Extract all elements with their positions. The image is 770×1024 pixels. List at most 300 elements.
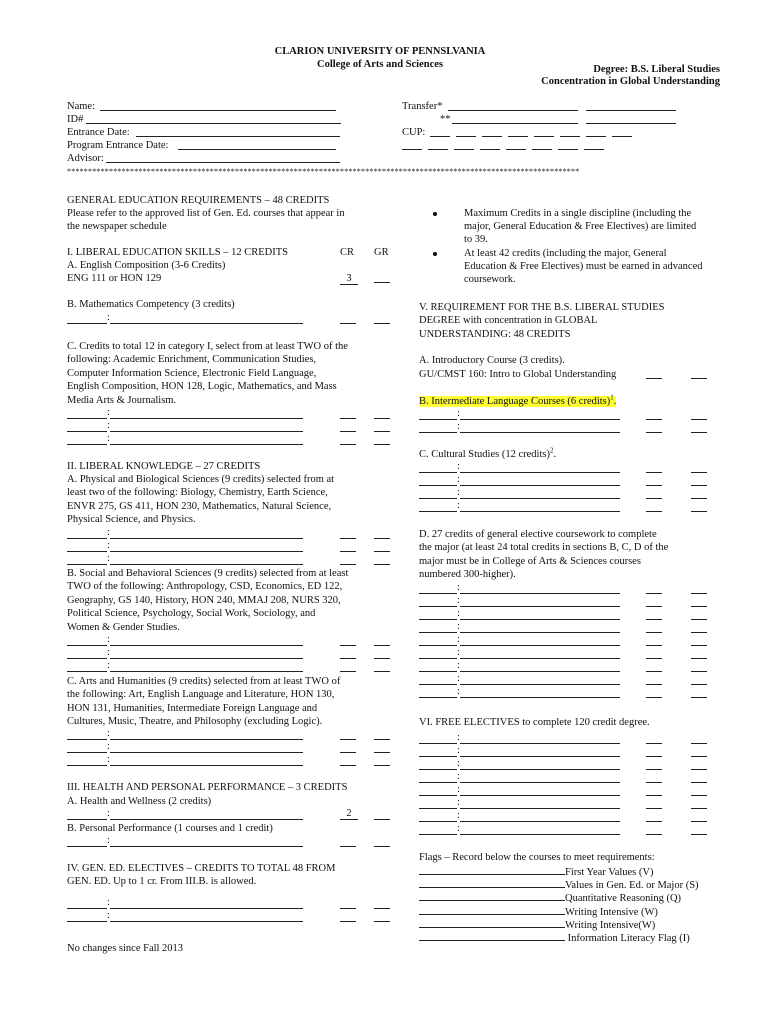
course-prefix-field[interactable]	[419, 674, 457, 685]
eng-comp-gr[interactable]	[374, 272, 390, 283]
credit-field[interactable]	[340, 528, 356, 539]
colon: :	[107, 634, 110, 645]
ge-electives-title: IV. GEN. ED. ELECTIVES – CREDITS TO TOTAL 48 FROM	[67, 863, 336, 874]
grade-field[interactable]	[691, 759, 707, 770]
course-name-field[interactable]	[460, 674, 620, 685]
advisor-label: Advisor:	[67, 153, 104, 164]
bullet-text-line: Maximum Credits in a single discipline (including the	[464, 208, 692, 219]
credit-field[interactable]	[646, 661, 662, 672]
major-d-row-2	[419, 596, 709, 609]
entrance-label: Entrance Date:	[67, 127, 130, 138]
course-prefix-field[interactable]	[67, 434, 107, 445]
course-prefix-field[interactable]	[67, 421, 107, 432]
cup-blank[interactable]	[456, 126, 476, 137]
colon: :	[457, 673, 460, 684]
colon: :	[107, 433, 110, 444]
colon: :	[457, 487, 460, 498]
course-prefix-field[interactable]	[67, 898, 107, 909]
cup-blank[interactable]	[480, 139, 500, 150]
colon: :	[107, 407, 110, 418]
course-prefix-field[interactable]	[67, 809, 107, 820]
course-prefix-field[interactable]	[67, 635, 107, 646]
grade-field[interactable]	[691, 661, 707, 672]
course-name-field[interactable]	[460, 622, 620, 633]
course-prefix-field[interactable]	[419, 622, 457, 633]
credit-field[interactable]	[646, 635, 662, 646]
course-name-field[interactable]	[460, 824, 620, 835]
course-name-field[interactable]	[460, 488, 620, 499]
id-field[interactable]	[86, 113, 341, 124]
course-prefix-field[interactable]	[67, 836, 107, 847]
course-name-field[interactable]	[110, 661, 303, 672]
advisor-field[interactable]	[106, 152, 340, 163]
cup-blank[interactable]	[584, 139, 604, 150]
course-name-field[interactable]	[460, 759, 620, 770]
transfer-field-1[interactable]	[448, 100, 578, 111]
major-title-line: UNDERSTANDING: 48 CREDITS	[419, 328, 571, 340]
credit-field[interactable]	[646, 422, 662, 433]
lk-c-line: Cultures, Music, Theatre, and Philosophy (excluding Logic).	[67, 716, 323, 728]
major-d-row-1	[419, 583, 709, 596]
intro-course-gr[interactable]	[691, 368, 707, 379]
gen-ed-title: GENERAL EDUCATION REQUIREMENTS – 48 CREDITS	[67, 195, 330, 206]
course-prefix-field[interactable]	[419, 475, 457, 486]
course-name-field[interactable]	[110, 809, 303, 820]
grade-field[interactable]	[374, 729, 390, 740]
id-label: ID#	[67, 114, 84, 125]
credit-field[interactable]	[340, 421, 356, 432]
course-prefix-field[interactable]	[419, 798, 457, 809]
cup-blank[interactable]	[534, 126, 554, 137]
course-name-field[interactable]	[460, 772, 620, 783]
intro-course-cr[interactable]	[646, 368, 662, 379]
id-row	[67, 113, 83, 126]
credit-field[interactable]	[646, 824, 662, 835]
grade-field[interactable]	[691, 596, 707, 607]
cup-blank[interactable]	[506, 139, 526, 150]
eng-comp-course: ENG 111 or HON 129	[67, 273, 162, 284]
grade-field[interactable]	[374, 836, 390, 847]
ge-electives-row-2	[67, 911, 397, 924]
course-prefix-field[interactable]	[419, 583, 457, 594]
credit-field[interactable]	[646, 798, 662, 809]
grade-field[interactable]	[691, 674, 707, 685]
program-entrance-field[interactable]	[178, 139, 336, 150]
colon: :	[457, 784, 460, 795]
bullet-dot	[433, 212, 437, 216]
course-prefix-field[interactable]	[419, 733, 457, 744]
course-name-field[interactable]	[460, 596, 620, 607]
cup-blank[interactable]	[482, 126, 502, 137]
course-prefix-field[interactable]	[67, 755, 107, 766]
intro-course: GU/CMST 160: Intro to Global Understanding	[419, 369, 617, 380]
course-name-field[interactable]	[460, 635, 620, 646]
lk-c-row-3	[67, 755, 397, 768]
grade-field[interactable]	[691, 811, 707, 822]
major-d-line: numbered 300-higher).	[419, 569, 516, 581]
course-prefix-field[interactable]	[419, 785, 457, 796]
credit-field[interactable]	[646, 733, 662, 744]
course-name-field[interactable]	[460, 687, 620, 698]
course-prefix-field[interactable]	[419, 596, 457, 607]
credit-field[interactable]	[340, 742, 356, 753]
course-prefix-field[interactable]	[419, 661, 457, 672]
credit-field[interactable]	[340, 648, 356, 659]
liberal-ed-c-row-3	[67, 434, 397, 447]
credit-field[interactable]	[340, 408, 356, 419]
credit-field[interactable]	[646, 759, 662, 770]
eng-comp-title: A. English Composition (3-6 Credits)	[67, 260, 226, 271]
separator: **************************************************************************************************************************	[67, 167, 580, 176]
credit-field[interactable]	[340, 541, 356, 552]
free-electives-row-5	[419, 785, 709, 798]
colon: :	[107, 754, 110, 765]
major-d-row-5	[419, 635, 709, 648]
course-name-field[interactable]	[460, 811, 620, 822]
grade-field[interactable]	[691, 622, 707, 633]
entrance-row	[67, 126, 130, 139]
course-prefix-field[interactable]	[419, 746, 457, 757]
course-name-field[interactable]	[460, 475, 620, 486]
credit-field[interactable]	[646, 583, 662, 594]
course-name-field[interactable]	[110, 898, 303, 909]
grade-field[interactable]	[374, 434, 390, 445]
colon: :	[457, 461, 460, 472]
cup-blank[interactable]	[560, 126, 580, 137]
credit-field[interactable]	[340, 434, 356, 445]
credit-field[interactable]	[646, 648, 662, 659]
credit-field[interactable]	[646, 501, 662, 512]
course-prefix-field[interactable]	[67, 528, 107, 539]
lk-a-row-2	[67, 541, 397, 554]
course-prefix-field[interactable]	[67, 911, 107, 922]
course-name-field[interactable]	[110, 635, 303, 646]
gr-header: GR	[374, 247, 389, 258]
credit-field[interactable]	[646, 746, 662, 757]
flag-blank[interactable]	[419, 917, 565, 928]
course-prefix-field[interactable]	[419, 488, 457, 499]
course-prefix-field[interactable]	[419, 648, 457, 659]
course-name-field[interactable]	[460, 462, 620, 473]
course-name-field[interactable]	[110, 729, 303, 740]
college-name: College of Arts and Sciences	[317, 59, 443, 70]
lk-c-line: HON 131, Humanities, Intermediate Foreign Language and	[67, 702, 318, 714]
grade-field[interactable]	[691, 824, 707, 835]
cup-blank[interactable]	[454, 139, 474, 150]
free-electives-row-6	[419, 798, 709, 811]
course-name-field[interactable]	[110, 742, 303, 753]
liberal-ed-c-line: following: Academic Enrichment, Communication Studies,	[67, 354, 317, 366]
credit-field[interactable]	[646, 596, 662, 607]
major-d-row-8	[419, 674, 709, 687]
grade-field[interactable]	[374, 408, 390, 419]
course-prefix-field[interactable]	[419, 772, 457, 783]
credit-field[interactable]	[340, 729, 356, 740]
cr-header: CR	[340, 247, 355, 258]
course-name-field[interactable]	[460, 501, 620, 512]
cup-row-1[interactable]	[430, 126, 635, 139]
grade-field[interactable]	[691, 746, 707, 757]
course-name-field[interactable]	[460, 733, 620, 744]
lk-b-line: Geography, GS 140, History, HON 240, MMAJ 208, NURS 320,	[67, 594, 341, 606]
grade-field[interactable]	[374, 742, 390, 753]
liberal-knowledge-title: II. LIBERAL KNOWLEDGE – 27 CREDITS	[67, 461, 261, 472]
colon: :	[457, 634, 460, 645]
course-prefix-field[interactable]	[419, 501, 457, 512]
grade-field[interactable]	[691, 488, 707, 499]
course-prefix-field[interactable]	[419, 462, 457, 473]
colon: :	[457, 686, 460, 697]
course-name-field[interactable]	[110, 911, 303, 922]
course-name-field[interactable]	[460, 409, 620, 420]
flag-blank[interactable]	[419, 890, 565, 901]
free-electives-row-8	[419, 824, 709, 837]
course-prefix-field[interactable]	[419, 409, 457, 420]
credit-field[interactable]	[646, 609, 662, 620]
course-prefix-field[interactable]	[419, 811, 457, 822]
bullet-text-line: major, General Education & Free Electives) are limited	[464, 221, 697, 232]
grade-field[interactable]	[691, 583, 707, 594]
free-electives-title: VI. FREE ELECTIVES to complete 120 credit degree.	[419, 717, 650, 728]
course-prefix-field[interactable]	[67, 661, 107, 672]
grade-field[interactable]	[374, 541, 390, 552]
colon: :	[107, 527, 110, 538]
credit-field[interactable]	[340, 661, 356, 672]
lk-b-line: Women & Gender Studies.	[67, 621, 180, 633]
course-prefix-field[interactable]	[67, 729, 107, 740]
course-name-field[interactable]	[460, 798, 620, 809]
grade-field[interactable]	[691, 772, 707, 783]
grade-field[interactable]	[374, 554, 390, 565]
course-prefix-field[interactable]	[419, 824, 457, 835]
lk-c-row-1	[67, 729, 397, 742]
cup-blank[interactable]	[558, 139, 578, 150]
credit-field[interactable]	[340, 911, 356, 922]
course-name-field[interactable]	[110, 313, 303, 324]
credit-field[interactable]	[646, 462, 662, 473]
course-name-field[interactable]	[460, 583, 620, 594]
major-title-line: V. REQUIREMENT FOR THE B.S. LIBERAL STUDIES	[419, 302, 665, 313]
course-prefix-field[interactable]	[67, 648, 107, 659]
grade-field[interactable]	[374, 313, 390, 324]
colon: :	[457, 823, 460, 834]
credit-field[interactable]	[646, 785, 662, 796]
grade-field[interactable]	[691, 733, 707, 744]
cup-blank[interactable]	[402, 139, 422, 150]
colon: :	[107, 728, 110, 739]
course-name-field[interactable]	[460, 785, 620, 796]
grade-field[interactable]	[374, 661, 390, 672]
liberal-ed-c-text	[67, 340, 348, 407]
flag-blank[interactable]	[419, 877, 565, 888]
free-electives-row-1	[419, 733, 709, 746]
grade-field[interactable]	[374, 911, 390, 922]
colon: :	[107, 910, 110, 921]
course-name-field[interactable]	[460, 609, 620, 620]
course-prefix-field[interactable]	[419, 422, 457, 433]
credit-field[interactable]	[646, 674, 662, 685]
transfer-field-4[interactable]	[586, 113, 676, 124]
grade-field[interactable]	[374, 809, 390, 820]
flag-blank[interactable]	[419, 864, 565, 875]
colon: :	[107, 420, 110, 431]
credit-field[interactable]	[646, 687, 662, 698]
grade-field[interactable]	[691, 648, 707, 659]
colon: :	[457, 421, 460, 432]
colon: :	[107, 553, 110, 564]
flag-blank[interactable]	[419, 930, 565, 941]
free-electives-row-4	[419, 772, 709, 785]
lk-c-line: the following: Art, English Language and Literature, HON 130,	[67, 689, 335, 701]
bullet-text-line: coursework.	[464, 274, 516, 285]
grade-field[interactable]	[691, 501, 707, 512]
course-prefix-field[interactable]	[67, 554, 107, 565]
cup-blank[interactable]	[428, 139, 448, 150]
language-title: B. Intermediate Language Courses (6 credits)$^1$.	[419, 393, 617, 407]
transfer-second-label: **	[440, 114, 451, 125]
name-field[interactable]	[100, 100, 336, 111]
course-prefix-field[interactable]	[67, 408, 107, 419]
cup-blank[interactable]	[508, 126, 528, 137]
flags-title: Flags – Record below the courses to meet requirements:	[419, 852, 655, 863]
grade-field[interactable]	[691, 785, 707, 796]
lk-a-row-3	[67, 554, 397, 567]
credit-field[interactable]	[340, 313, 356, 324]
course-name-field[interactable]	[110, 434, 303, 445]
credit-field[interactable]	[646, 772, 662, 783]
credit-field[interactable]	[340, 554, 356, 565]
grade-field[interactable]	[374, 755, 390, 766]
lk-a-line: ENVR 275, GS 411, HON 230, Mathematics, Natural Science,	[67, 500, 332, 512]
colon: :	[457, 810, 460, 821]
credit-field[interactable]	[646, 475, 662, 486]
course-prefix-field[interactable]	[67, 541, 107, 552]
bullet-dot	[433, 252, 437, 256]
lk-b-line: B. Social and Behavioral Sciences (9 credits) selected from at least	[67, 568, 349, 579]
grade-field[interactable]	[691, 475, 707, 486]
credit-field[interactable]	[646, 811, 662, 822]
liberal-knowledge-b-text	[67, 567, 348, 634]
grade-field[interactable]	[374, 898, 390, 909]
credit-field[interactable]	[340, 898, 356, 909]
cultural-title: C. Cultural Studies (12 credits)$^2$.	[419, 446, 557, 460]
lk-b-line: Political Science, Psychology, Social Work, Sociology, and	[67, 608, 316, 620]
name-label: Name:	[67, 101, 95, 112]
credit-field[interactable]	[646, 488, 662, 499]
colon: :	[457, 647, 460, 658]
language-row-1	[419, 409, 709, 422]
course-prefix-field[interactable]	[67, 313, 107, 324]
course-name-field[interactable]	[460, 661, 620, 672]
colon: :	[457, 474, 460, 485]
lk-a-line: least two of the following: Biology, Chemistry, Earth Science,	[67, 487, 328, 499]
cup-blank[interactable]	[532, 139, 552, 150]
major-title	[419, 301, 665, 341]
degree-label: Degree: B.S. Liberal Studies	[593, 64, 720, 75]
grade-field[interactable]	[691, 609, 707, 620]
cup-blank[interactable]	[430, 126, 450, 137]
course-name-field[interactable]	[110, 554, 303, 565]
colon: :	[107, 647, 110, 658]
course-prefix-field[interactable]	[419, 635, 457, 646]
course-name-field[interactable]	[110, 408, 303, 419]
grade-field[interactable]	[374, 635, 390, 646]
course-prefix-field[interactable]	[419, 759, 457, 770]
grade-field[interactable]	[691, 635, 707, 646]
course-prefix-field[interactable]	[419, 609, 457, 620]
transfer-field-2[interactable]	[586, 100, 676, 111]
major-d-row-9	[419, 687, 709, 700]
grade-field[interactable]	[374, 421, 390, 432]
free-electives-row-3	[419, 759, 709, 772]
colon: :	[457, 660, 460, 671]
course-name-field[interactable]	[460, 648, 620, 659]
gen-ed-note-2: the newspaper schedule	[67, 221, 167, 232]
course-prefix-field[interactable]	[67, 742, 107, 753]
course-name-field[interactable]	[110, 648, 303, 659]
credit-field[interactable]	[340, 755, 356, 766]
course-name-field[interactable]	[110, 836, 303, 847]
colon: :	[107, 312, 110, 323]
course-name-field[interactable]	[460, 422, 620, 433]
liberal-ed-c-row-1	[67, 408, 397, 421]
credit-field[interactable]: 2	[340, 807, 358, 820]
course-name-field[interactable]	[460, 746, 620, 757]
footer-note: No changes since Fall 2013	[67, 943, 184, 954]
grade-field[interactable]	[691, 409, 707, 420]
flag-label: Information Literacy Flag (I)	[565, 933, 690, 944]
bullet-text-line: At least 42 credits (including the major, General	[464, 248, 667, 259]
course-name-field[interactable]	[110, 528, 303, 539]
grade-field[interactable]	[691, 462, 707, 473]
language-row-2	[419, 422, 709, 435]
grade-field[interactable]	[374, 528, 390, 539]
course-name-field[interactable]	[110, 421, 303, 432]
lk-b-row-2	[67, 648, 397, 661]
cup-blank[interactable]	[586, 126, 606, 137]
ge-electives-sub: GEN. ED. Up to 1 cr. From III.B. is allowed.	[67, 876, 257, 887]
flag-blank[interactable]	[419, 904, 565, 915]
grade-field[interactable]	[691, 422, 707, 433]
lk-a-row-1	[67, 528, 397, 541]
major-d-row-3	[419, 609, 709, 622]
major-d-line: the major (at least 24 total credits in sections B, C, D of the	[419, 542, 669, 554]
grade-field[interactable]	[691, 798, 707, 809]
credit-field[interactable]	[340, 635, 356, 646]
grade-field[interactable]	[691, 687, 707, 698]
credit-field[interactable]	[340, 836, 356, 847]
liberal-ed-c-line: English Composition, HON 128, Logic, Mathematics, and Mass	[67, 381, 337, 393]
eng-comp-cr: 3	[340, 272, 358, 285]
colon: :	[107, 835, 110, 846]
credit-field[interactable]	[646, 622, 662, 633]
course-name-field[interactable]	[110, 755, 303, 766]
entrance-date-field[interactable]	[136, 126, 340, 137]
grade-field[interactable]	[374, 648, 390, 659]
colon: :	[457, 595, 460, 606]
credit-field[interactable]	[646, 409, 662, 420]
course-name-field[interactable]	[110, 541, 303, 552]
major-d-row-7	[419, 661, 709, 674]
course-prefix-field[interactable]	[419, 687, 457, 698]
cup-blank[interactable]	[612, 126, 632, 137]
major-d-line: D. 27 credits of general elective coursework to complete	[419, 529, 657, 540]
flag-label: Values in Gen. Ed. or Major (S)	[565, 880, 699, 892]
colon: :	[107, 540, 110, 551]
transfer-field-3[interactable]	[452, 113, 578, 124]
liberal-ed-c-row-2	[67, 421, 397, 434]
cup-row-2[interactable]	[402, 139, 635, 152]
